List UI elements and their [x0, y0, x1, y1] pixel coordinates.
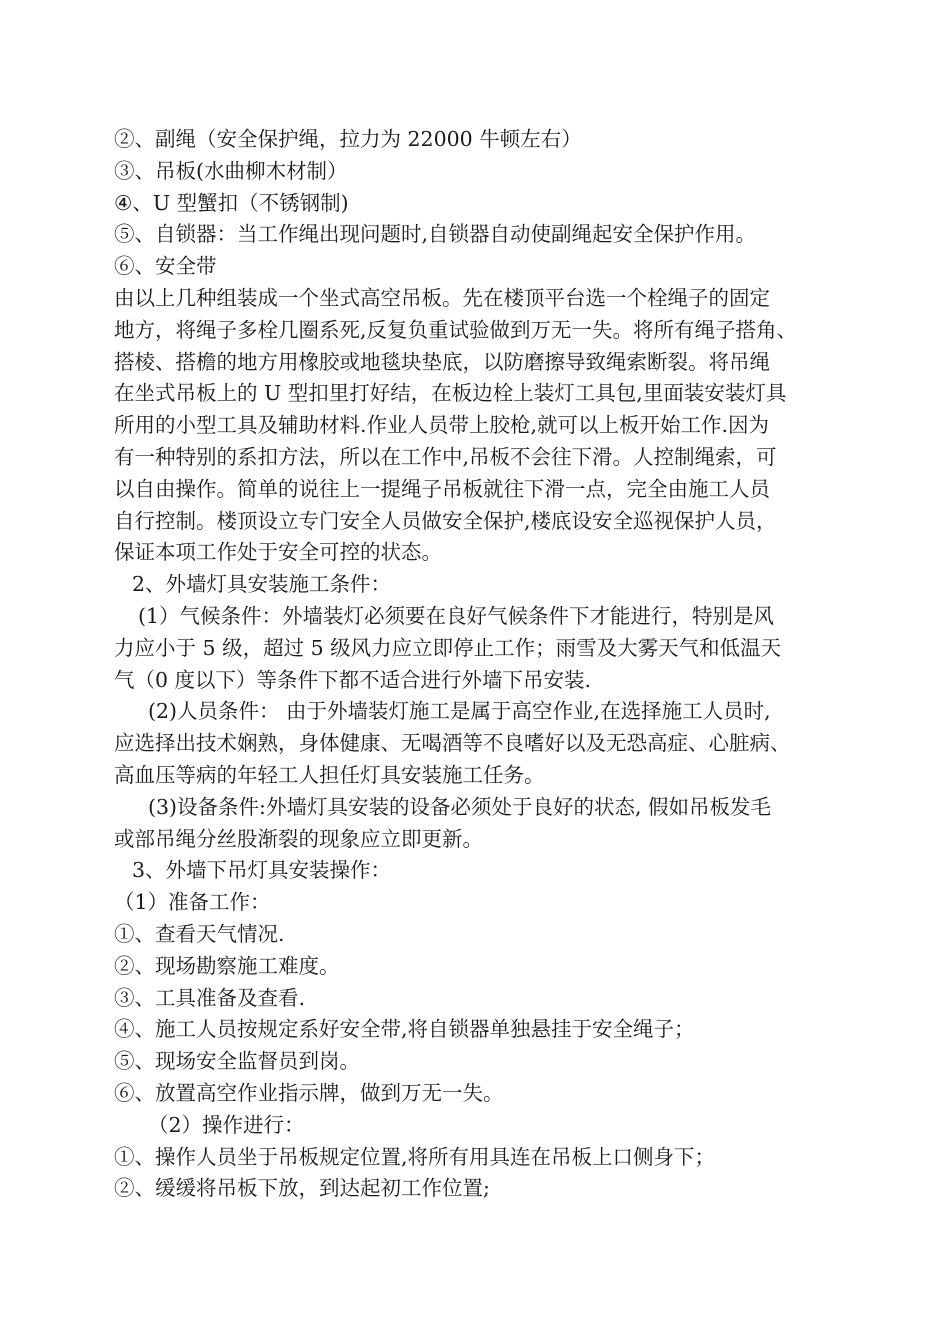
paragraph-line: 保证本项工作处于安全可控的状态。 [114, 540, 442, 565]
paragraph-line: 有一种特别的系扣方法，所以在工作中,吊板不会往下滑。人控制绳索，可 [114, 444, 777, 469]
paragraph-line: 自行控制。楼顶设立专门安全人员做安全保护,楼底设安全巡视保护人员， [114, 508, 777, 533]
subsection-heading-preparation: （1）准备工作： [114, 890, 271, 915]
list-item-self-locker: ⑤、自锁器：当工作绳出现问题时,自锁器自动使副绳起安全保护作用。 [114, 222, 757, 247]
paragraph-line: 以自由操作。简单的说往上一提绳子吊板就往下滑一点，完全由施工人员 [114, 476, 770, 501]
list-item: ③、工具准备及查看. [114, 985, 306, 1010]
paragraph-line: 搭棱、搭檐的地方用橡胶或地毯块垫底，以防磨擦导致绳索断裂。将吊绳 [114, 349, 770, 374]
paragraph-line: 气（0 度以下）等条件下都不适合进行外墙下吊安装. [114, 667, 592, 692]
paragraph-line: 高血压等病的年轻工人担任灯具安装施工任务。 [114, 762, 545, 787]
list-item: ⑥、放置高空作业指示牌，做到万无一失。 [114, 1080, 504, 1105]
paragraph-line: (2)人员条件： 由于外墙装灯施工是属于高空作业,在选择施工人员时, [148, 699, 771, 724]
paragraph-line: 或部吊绳分丝股渐裂的现象应立即更新。 [114, 826, 483, 851]
section-heading-operation: 3、外墙下吊灯具安装操作： [132, 858, 392, 883]
list-item: ②、现场勘察施工难度。 [114, 953, 340, 978]
section-heading-conditions: 2、外墙灯具安装施工条件： [132, 572, 392, 597]
list-item-safety-belt: ⑥、安全带 [114, 254, 217, 279]
list-item: ②、缓缓将吊板下放，到达起初工作位置; [114, 1176, 490, 1201]
list-item: ①、操作人员坐于吊板规定位置,将所有用具连在吊板上口侧身下； [114, 1144, 716, 1169]
list-item: ④、施工人员按规定系好安全带,将自锁器单独悬挂于安全绳子； [114, 1017, 695, 1042]
paragraph-line: (3)设备条件:外墙灯具安装的设备必须处于良好的状态, 假如吊板发毛 [148, 794, 771, 819]
subsection-heading-operation-steps: （2）操作进行： [148, 1112, 305, 1137]
paragraph-line: (1）气候条件：外墙装灯必须要在良好气候条件下才能进行，特别是风 [138, 603, 775, 628]
list-item-u-shackle: ④、U 型蟹扣（不锈钢制) [114, 190, 349, 215]
paragraph-line: 由以上几种组装成一个坐式高空吊板。先在楼顶平台选一个栓绳子的固定 [114, 285, 770, 310]
paragraph-line: 力应小于 5 级，超过 5 级风力应立即停止工作；雨雪及大雾天气和低温天 [114, 635, 782, 660]
list-item-hanging-board: ③、吊板(水曲柳木材制） [114, 158, 348, 183]
document-body [114, 124, 854, 1205]
list-item: ⑤、现场安全监督员到岗。 [114, 1049, 360, 1074]
list-item: ①、查看天气情况. [114, 921, 285, 946]
paragraph-line: 所用的小型工具及辅助材料.作业人员带上胶枪,就可以上板开始工作.因为 [114, 413, 770, 438]
list-item-secondary-rope: ②、副绳（安全保护绳，拉力为 22000 牛顿左右） [114, 127, 582, 151]
paragraph-line: 应选择出技术娴熟，身体健康、无喝酒等不良嗜好以及无恐高症、心脏病、 [114, 731, 791, 756]
paragraph-line: 在坐式吊板上的 U 型扣里打好结，在板边栓上装灯工具包,里面装安装灯具 [114, 381, 787, 406]
paragraph-line: 地方，将绳子多栓几圈系死,反复负重试验做到万无一失。将所有绳子搭角、 [114, 317, 798, 342]
